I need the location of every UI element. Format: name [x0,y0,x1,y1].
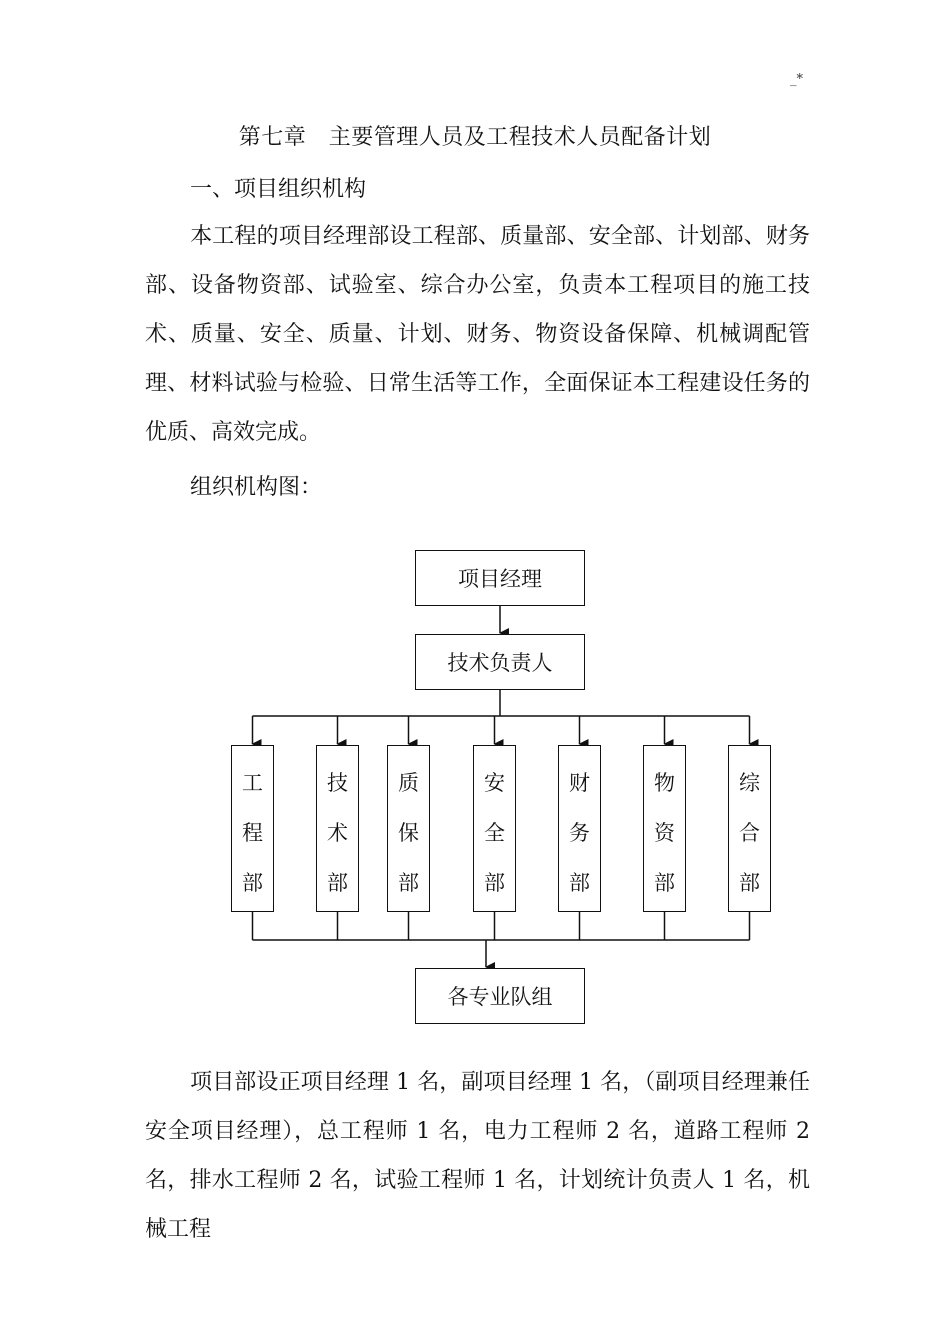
department-char: 合 [739,821,760,845]
department-char: 资 [654,821,675,845]
department-box-6 [643,745,686,912]
department-char: 物 [654,771,675,795]
department-char: 术 [327,821,348,845]
department-char: 财 [569,771,590,795]
department-char: 务 [569,821,590,845]
department-box-2 [316,745,359,912]
department-char: 综 [739,771,760,795]
department-char: 工 [242,771,263,795]
chart-caption: 组织机构图： [190,475,323,500]
paragraph-intro-text: 本工程的项目经理部设工程部、质量部、安全部、计划部、财务部、设备物资部、试验室、综合办公室，负责本工程项目的施工技术、质量、安全、质量、计划、财务、物资设备保障、机械调配管理、材料试验与检验、日常生活等工作，全面保证本工程建设任务的优质、高效完成。 [145,224,810,445]
department-char: 部 [569,871,590,895]
department-char: 部 [242,871,263,895]
department-char: 部 [327,871,348,895]
paragraph-staffing [145,1058,810,1254]
department-char: 安 [484,771,505,795]
department-char: 保 [398,821,419,845]
department-char: 部 [739,871,760,895]
department-box-3 [387,745,430,912]
department-char: 部 [484,871,505,895]
box-technical-lead: 技术负责人 [415,634,585,690]
department-char: 技 [327,771,348,795]
box-professional-teams: 各专业队组 [415,968,585,1024]
department-char: 部 [654,871,675,895]
department-char: 全 [484,821,505,845]
page-mark: _* [790,72,803,87]
department-box-4 [473,745,516,912]
paragraph-staffing-text: 项目部设正项目经理 1 名，副项目经理 1 名，（副项目经理兼任安全项目经理），总工程师 1 名，电力工程师 2 名，道路工程师 2 名，排水工程师 2 名，试验工程师 1 名，计划统计负责人 1 名，机械工程 [145,1070,811,1242]
department-box-1 [231,745,274,912]
department-box-7 [728,745,771,912]
department-box-5 [558,745,601,912]
department-char: 质 [398,771,419,795]
box-project-manager: 项目经理 [415,550,585,606]
chapter-title: 第七章 主要管理人员及工程技术人员配备计划 [238,125,712,150]
section-heading: 一、项目组织机构 [190,177,367,202]
department-char: 部 [398,871,419,895]
department-char: 程 [242,821,263,845]
